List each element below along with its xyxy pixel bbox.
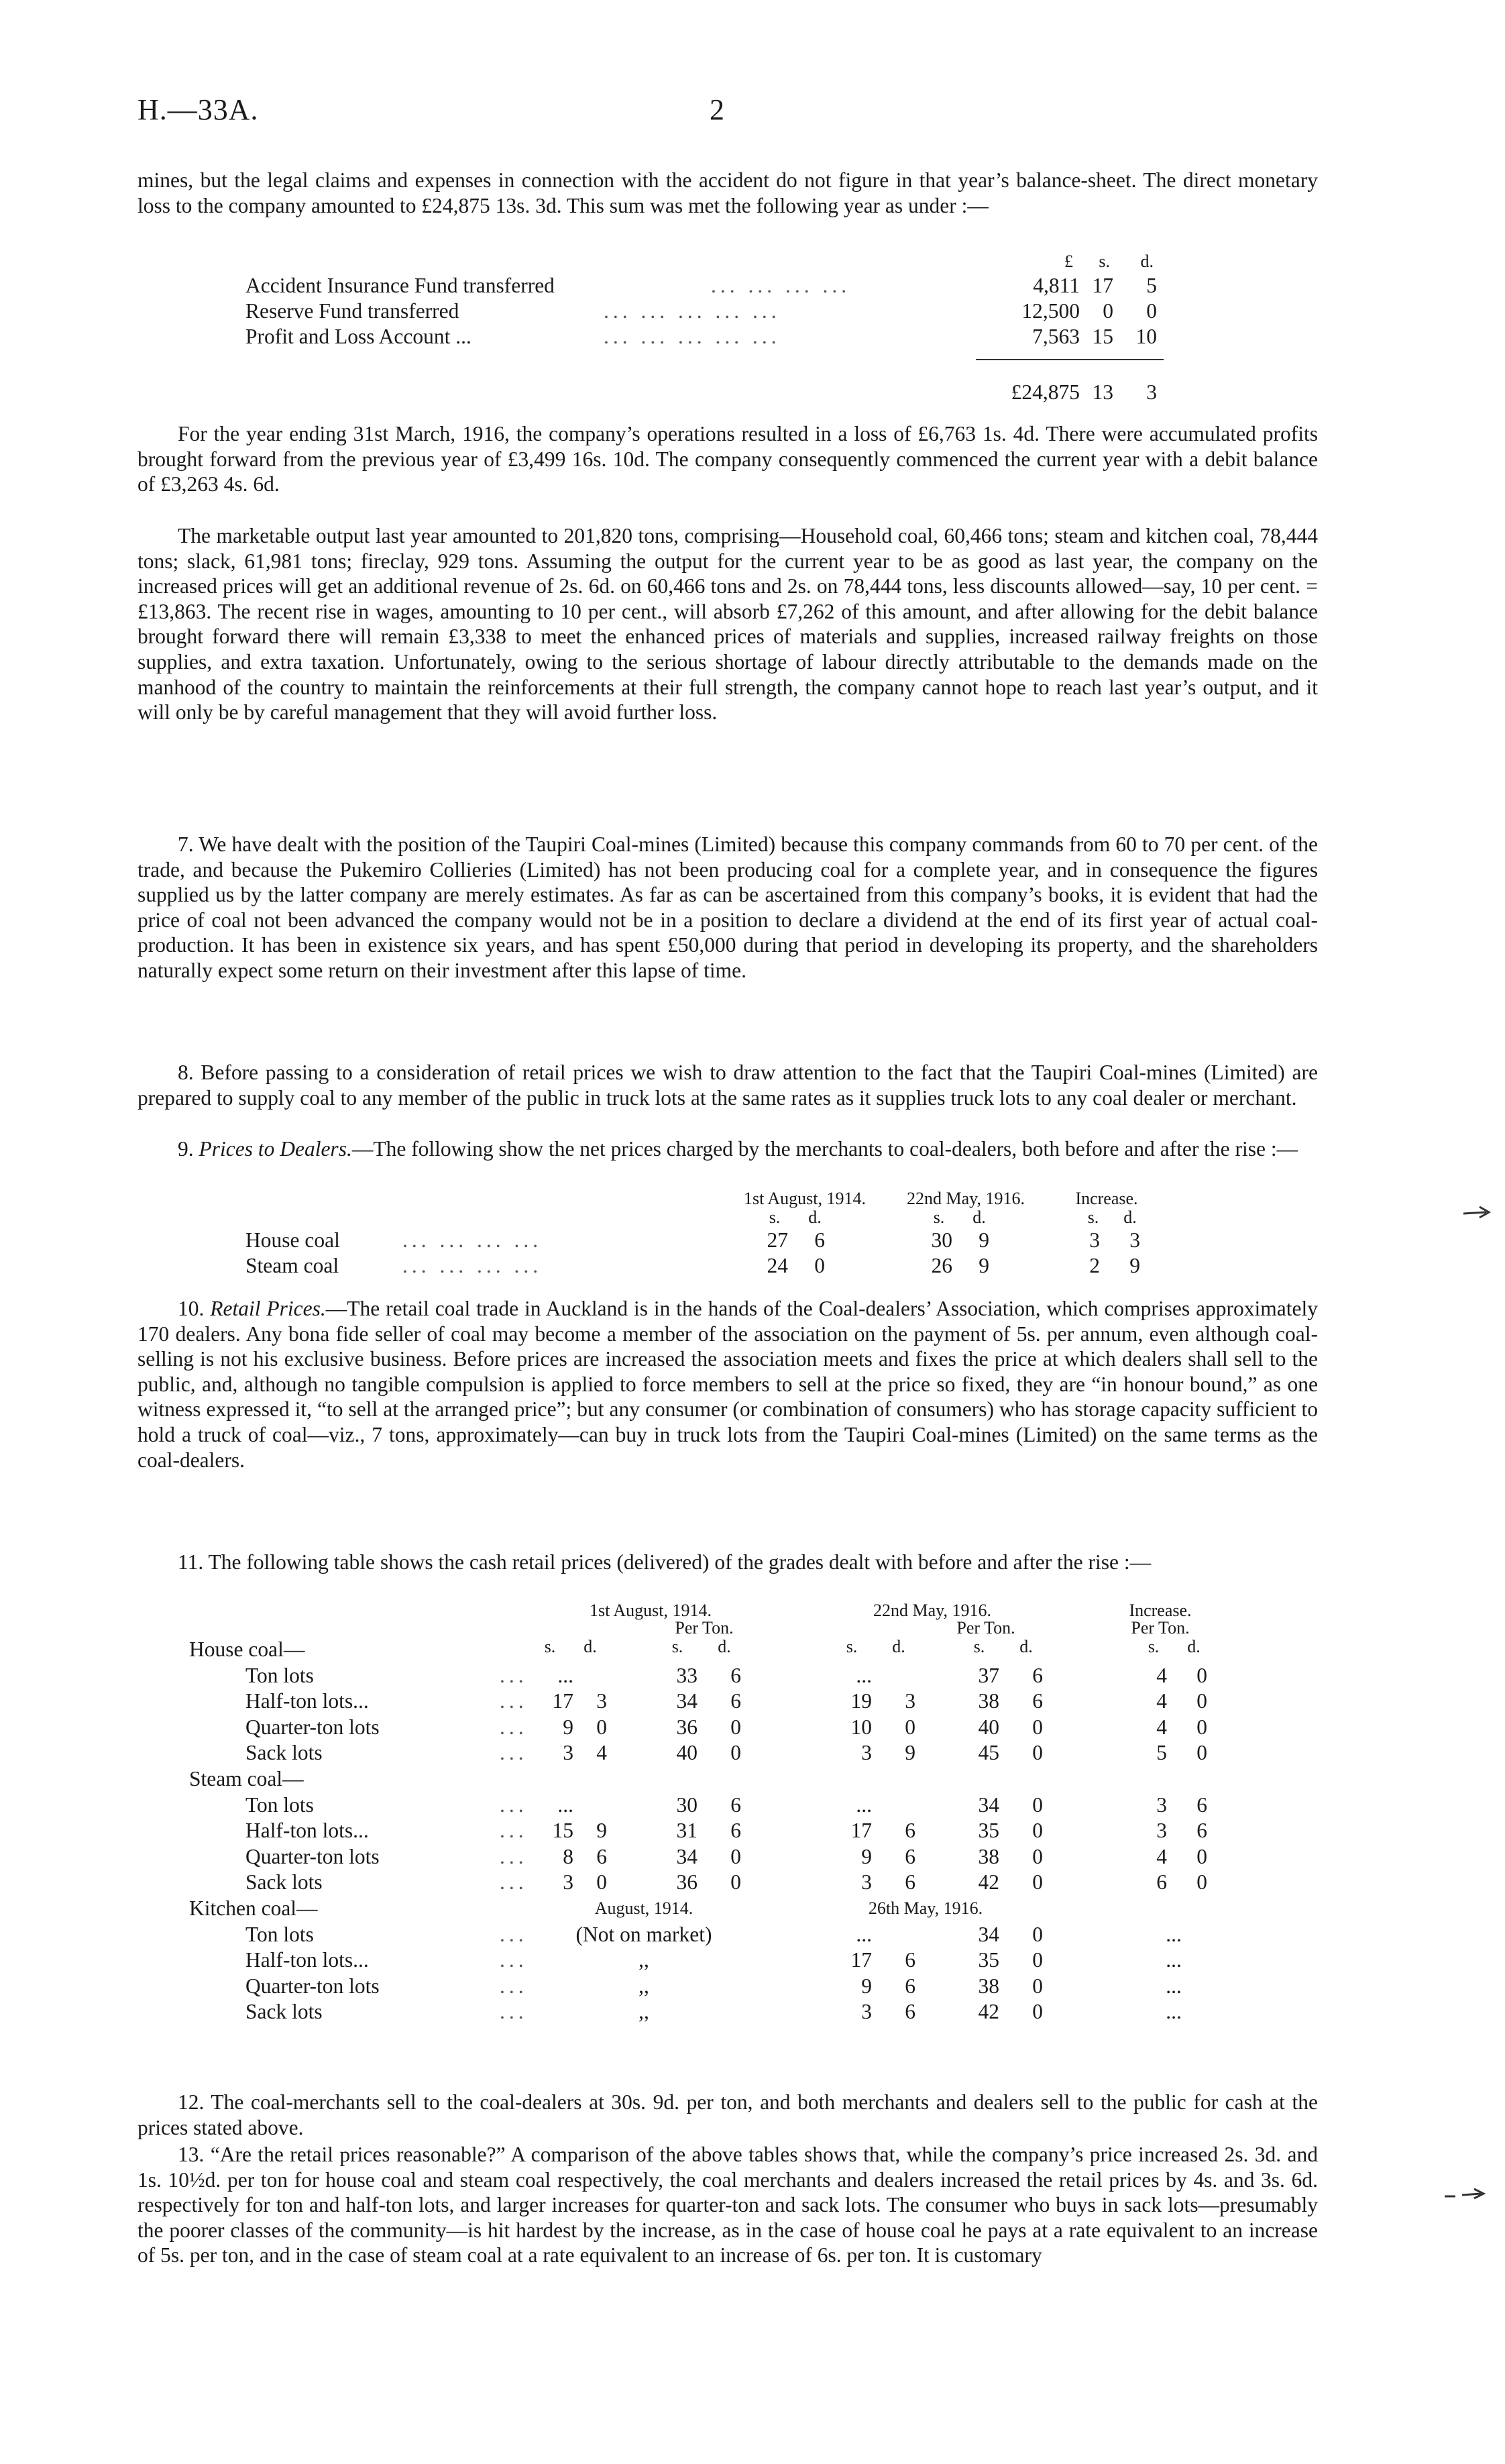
value: 30: [676, 1792, 698, 1817]
group-label: Steam coal—: [189, 1767, 304, 1790]
leader-dots: ...: [500, 1870, 528, 1894]
amount-shillings: 0: [1103, 299, 1113, 323]
paragraph-12: 12. The coal-merchants sell to the coal-dealers at 30s. 9d. per ton, and both merchants and dealers sell to the public for cash at the prices stated above.: [137, 2090, 1318, 2139]
value: 0: [1196, 1844, 1207, 1868]
not-on-market-note: (Not on market): [575, 1922, 712, 1946]
sub-header: s.: [846, 1637, 858, 1656]
row-label: Quarter-ton lots: [245, 1844, 380, 1868]
value: 6: [905, 1844, 915, 1868]
value: 6: [730, 1663, 741, 1687]
para-text: —The retail coal trade in Auckland is in the hands of the Coal-dealers’ Association, which comprises approximately 170 dealers. Any bona fide seller of coal may become a member of the association on the payment of 5s. per annum, even although coal-selling is not his exclusive business. Before prices are increased the association meets and fixes the price at which dealers shall sell to the public, and, although no tangible compulsion is applied to force members to sell at the price so fixed, they are “in honour bound,” as one witness expressed it, “to sell at the arranged price”; but any consumer (or combination of consumers) who has storage capacity sufficient to hold a truck of coal—viz., 7 tons, approximately—can buy in truck lots from the Taupiri Coal-mines (Limited) on the same terms as the coal-dealers.: [137, 1297, 1319, 1472]
sub-header: s.: [1148, 1637, 1160, 1656]
loss-row: [245, 273, 555, 299]
column-header: August, 1914.: [594, 1898, 693, 1918]
amount-pence: 10: [1135, 325, 1157, 348]
value: 4: [1156, 1715, 1167, 1739]
value: 37: [978, 1663, 999, 1687]
value: 0: [814, 1254, 825, 1277]
value: 2: [1089, 1254, 1100, 1277]
value: 9: [563, 1715, 573, 1739]
value: 9: [596, 1819, 607, 1843]
paragraph-13: 13. “Are the retail prices reasonable?” A comparison of the above tables shows that, while the company’s price increased 2s. 3d. and 1s. 10½d. per ton for house coal and steam coal respectively, the coal merchants and dealers increased the retail prices by 4s. and 3s. 6d. respectively for ton and half-ton lots, and larger increases for quarter-ton and sack lots. The consumer who buys in sack lots—presumably the poorer classes of the community—is hit hardest by the increase, as in the case of house coal he pays at a rate equivalent to an increase of 5s. per ton, and in the case of steam coal at a rate equivalent to an increase of 6s. per ton. It is customary: [137, 2143, 1318, 2267]
row-label: Half-ton lots...: [245, 1819, 369, 1843]
sub-header: s.: [769, 1208, 781, 1227]
value: ...: [1166, 1974, 1182, 1998]
sub-header: s.: [973, 1637, 985, 1656]
column-header: Increase.: [1075, 1189, 1138, 1208]
value: 4: [1156, 1689, 1167, 1713]
value: 0: [1032, 1870, 1043, 1894]
para-number: 9.: [178, 1137, 194, 1161]
value: 34: [676, 1844, 698, 1868]
row-label: Ton lots: [245, 1663, 314, 1687]
value: 8: [563, 1844, 573, 1868]
group-label: House coal—: [189, 1638, 305, 1661]
value: 3: [1156, 1792, 1167, 1817]
value: 3: [861, 1870, 872, 1894]
sub-header: d.: [892, 1637, 905, 1656]
value: 6: [905, 1974, 915, 1998]
para-number: 10.: [178, 1297, 205, 1320]
value: 35: [978, 1819, 999, 1843]
sub-header: d.: [808, 1208, 822, 1227]
value: 6: [905, 1948, 915, 1972]
value: ...: [557, 1792, 573, 1817]
amount-pounds: 7,563: [1032, 325, 1080, 348]
per-ton-label: Per Ton.: [1131, 1618, 1190, 1638]
paragraph-output: The marketable output last year amounted to 201,820 tons, comprising—Household coal, 60,466 tons; steam and kitchen coal, 78,444 tons; slack, 61,981 tons; fireclay, 929 tons. Assuming the output for the current year to be as good as last year, the company on the increased prices will get an additional revenue of 2s. 6d. on 60,466 tons and 2s. on 78,444 tons, less discounts allowed—say, 10 per cent. = £13,863. The recent rise in wages, amounting to 10 per cent., will absorb £7,262 of this amount, and after allowing for the debit balance brought forward there will remain £3,338 to meet the enhanced prices of materials and supplies, increased railway freights on those supplies, and extra taxation. Unfortunately, owing to the serious shortage of labour directly attributable to the demands made on the manhood of the country to maintain the reinforcements at their full strength, the company cannot hope to reach last year’s output, and it will only be by careful management that they will avoid further loss.: [137, 524, 1318, 725]
col-pence: d.: [1140, 252, 1154, 271]
sub-header: d.: [1123, 1208, 1137, 1227]
value: 9: [1129, 1254, 1140, 1277]
column-header: 22nd May, 1916.: [907, 1189, 1025, 1208]
leader-dots: ... ... ... ... ...: [604, 299, 781, 323]
row-label: Steam coal: [245, 1254, 339, 1277]
column-header: 22nd May, 1916.: [873, 1601, 991, 1620]
value: 3: [861, 1741, 872, 1765]
leader-dots: ...: [500, 1792, 528, 1817]
row-label: Sack lots: [245, 1870, 323, 1894]
paragraph-10: [137, 1296, 1318, 1472]
value: 5: [1156, 1741, 1167, 1765]
value: [577, 1792, 607, 1818]
sub-header: d.: [972, 1208, 986, 1227]
leader-dots: ... ... ... ... ...: [604, 325, 781, 348]
leader-dots: ... ... ... ...: [402, 1228, 543, 1252]
value: ...: [557, 1663, 573, 1687]
value: 0: [596, 1715, 607, 1739]
value: 34: [978, 1922, 999, 1946]
value: ...: [1166, 1922, 1182, 1946]
value: 3: [563, 1870, 573, 1894]
ditto-mark: ,,: [638, 1948, 649, 1972]
value: 6: [1032, 1689, 1043, 1713]
leader-dots: ...: [500, 1974, 528, 1998]
row-label: Quarter-ton lots: [245, 1974, 380, 1998]
value: 33: [676, 1663, 698, 1687]
column-header: 1st August, 1914.: [743, 1189, 867, 1208]
paragraph-year-results: For the year ending 31st March, 1916, the company’s operations resulted in a loss of £6,763 1s. 4d. There were accumulated profits brought forward from the previous year of £3,499 16s. 10d. The company consequently commenced the current year with a debit balance of £3,263 4s. 6d.: [137, 422, 1318, 496]
para-title: Prices to Dealers.: [199, 1137, 352, 1161]
value: 0: [1032, 1948, 1043, 1972]
leader-dots: ...: [500, 1663, 528, 1687]
column-header: 26th May, 1916.: [868, 1898, 983, 1918]
amount-pounds: 4,811: [1033, 274, 1080, 297]
value: 9: [861, 1974, 872, 1998]
row-label: Accident Insurance Fund transferred: [245, 274, 555, 297]
value: 26: [931, 1254, 952, 1277]
row-label: Ton lots: [245, 1792, 314, 1817]
value: 6: [814, 1228, 825, 1252]
value: 19: [850, 1689, 872, 1713]
value: 0: [1032, 1819, 1043, 1843]
value: 30: [931, 1228, 952, 1252]
value: 0: [1196, 1870, 1207, 1894]
per-ton-label: Per Ton.: [956, 1618, 1015, 1638]
row-label: Quarter-ton lots: [245, 1715, 380, 1739]
value: 3: [861, 2000, 872, 2024]
value: 0: [905, 1715, 915, 1739]
row-label: House coal: [245, 1228, 340, 1252]
leader-dots: ...: [500, 1819, 528, 1843]
value: 38: [978, 1689, 999, 1713]
row-label: Half-ton lots...: [245, 1948, 369, 1972]
margin-arrow-mark: [1442, 2187, 1489, 2203]
row-label: Profit and Loss Account ...: [245, 325, 471, 348]
row-label: Half-ton lots...: [245, 1689, 369, 1713]
column-header: Increase.: [1129, 1601, 1192, 1620]
para-title: Retail Prices.: [210, 1297, 326, 1320]
per-ton-label: Per Ton.: [675, 1618, 734, 1638]
amount-pounds: 12,500: [1021, 299, 1080, 323]
value: ...: [1166, 2000, 1182, 2024]
leader-dots: ... ... ... ...: [402, 1254, 543, 1277]
row-label: Sack lots: [245, 2000, 323, 2024]
value: 3: [905, 1689, 915, 1713]
value: 6: [596, 1844, 607, 1868]
total-shillings: 13: [1092, 380, 1113, 404]
value: 9: [979, 1228, 989, 1252]
value: 40: [676, 1741, 698, 1765]
loss-row: [245, 324, 471, 350]
value: [885, 1663, 915, 1689]
loss-row: [245, 299, 459, 324]
leader-dots: ...: [500, 1715, 528, 1739]
value: 9: [905, 1741, 915, 1765]
value: 6: [1196, 1792, 1207, 1817]
value: 3: [596, 1689, 607, 1713]
leader-dots: ...: [500, 1741, 528, 1765]
value: ...: [1166, 1948, 1182, 1972]
value: 0: [1032, 1922, 1043, 1946]
value: 0: [1032, 1741, 1043, 1765]
value: 9: [861, 1844, 872, 1868]
paragraph-7: 7. We have dealt with the position of the Taupiri Coal-mines (Limited) because this company commands from 60 to 70 per cent. of the trade, and because the Pukemiro Collieries (Limited) has not been producing coal for a complete year, and in consequence the figures supplied us by the latter company are merely estimates. As far as can be ascertained from this company’s books, it is evident that had the price of coal not been advanced the company would not be in a position to declare a dividend at the end of its first year of actual coal-production. It has been in existence six years, and has spent £50,000 during that period in developing its property, and the shareholders naturally expect some return on their investment after this lapse of time.: [137, 833, 1318, 982]
value: ...: [856, 1792, 872, 1817]
value: 0: [1196, 1689, 1207, 1713]
column-header: 1st August, 1914.: [589, 1601, 712, 1620]
ditto-mark: ,,: [638, 2000, 649, 2024]
leader-dots: ... ... ... ...: [711, 274, 851, 297]
value: 38: [978, 1974, 999, 1998]
total-rule: [976, 359, 1164, 360]
total-pence: 3: [1146, 380, 1157, 404]
intro-paragraph: mines, but the legal claims and expenses in connection with the accident do not figure in that year’s balance-sheet. The direct monetary loss to the company amounted to £24,875 13s. 3d. This sum was met the following year as under :—: [137, 168, 1318, 217]
row-label: Sack lots: [245, 1741, 323, 1765]
value: 31: [676, 1819, 698, 1843]
value: 0: [1196, 1715, 1207, 1739]
value: 42: [978, 2000, 999, 2024]
value: 36: [676, 1715, 698, 1739]
value: 38: [978, 1844, 999, 1868]
leader-dots: ...: [500, 2000, 528, 2024]
value: 6: [1196, 1819, 1207, 1843]
value: 9: [979, 1254, 989, 1277]
value: 15: [552, 1819, 573, 1843]
value: 6: [730, 1819, 741, 1843]
value: 35: [978, 1948, 999, 1972]
value: 17: [850, 1948, 872, 1972]
page-number: 2: [710, 93, 725, 126]
sub-header: s.: [933, 1208, 945, 1227]
value: 3: [1156, 1819, 1167, 1843]
value: 45: [978, 1741, 999, 1765]
value: 17: [850, 1819, 872, 1843]
value: 3: [1089, 1228, 1100, 1252]
value: 17: [552, 1689, 573, 1713]
sub-header: d.: [1019, 1637, 1033, 1656]
value: 4: [1156, 1663, 1167, 1687]
value: 6: [905, 1870, 915, 1894]
value: 34: [676, 1689, 698, 1713]
total-pounds: £24,875: [1011, 380, 1080, 404]
leader-dots: ...: [500, 1844, 528, 1868]
value: 34: [978, 1792, 999, 1817]
value: 40: [978, 1715, 999, 1739]
value: 0: [730, 1844, 741, 1868]
row-label: Ton lots: [245, 1922, 314, 1946]
value: 0: [1196, 1741, 1207, 1765]
value: [885, 1922, 915, 1947]
value: 6: [905, 2000, 915, 2024]
sub-header: d.: [583, 1637, 597, 1656]
value: 0: [730, 1741, 741, 1765]
paragraph-11: 11. The following table shows the cash retail prices (delivered) of the grades dealt with before and after the rise :—: [178, 1550, 1152, 1574]
value: [885, 1792, 915, 1818]
value: 42: [978, 1870, 999, 1894]
leader-dots: ...: [500, 1922, 528, 1946]
col-pounds: £: [1064, 252, 1073, 271]
value: 27: [767, 1228, 788, 1252]
value: 6: [1156, 1870, 1167, 1894]
margin-arrow-mark: [1462, 1204, 1493, 1220]
value: 0: [1032, 1974, 1043, 1998]
leader-dots: ...: [500, 1948, 528, 1972]
value: 3: [563, 1741, 573, 1765]
value: 0: [1032, 1792, 1043, 1817]
paragraph-9: [137, 1136, 1318, 1162]
value: 0: [730, 1715, 741, 1739]
group-label: Kitchen coal—: [189, 1896, 318, 1920]
sub-header: s.: [1087, 1208, 1099, 1227]
leader-dots: ...: [500, 1689, 528, 1713]
value: 0: [730, 1870, 741, 1894]
paragraph-8: 8. Before passing to a consideration of retail prices we wish to draw attention to the fact that the Taupiri Coal-mines (Limited) are prepared to supply coal to any member of the public in truck lots at the same rates as it supplies truck lots to any coal dealer or merchant.: [137, 1061, 1318, 1110]
value: 36: [676, 1870, 698, 1894]
amount-shillings: 15: [1092, 325, 1113, 348]
sub-header: s.: [544, 1637, 556, 1656]
sub-header: d.: [1187, 1637, 1201, 1656]
amount-shillings: 17: [1092, 274, 1113, 297]
value: 0: [1032, 1844, 1043, 1868]
value: [577, 1663, 607, 1689]
value: 10: [850, 1715, 872, 1739]
ditto-mark: ,,: [638, 1974, 649, 1998]
value: 0: [1196, 1663, 1207, 1687]
value: ...: [856, 1663, 872, 1687]
value: 6: [730, 1792, 741, 1817]
value: 6: [905, 1819, 915, 1843]
value: ...: [856, 1922, 872, 1946]
value: 0: [596, 1870, 607, 1894]
value: 6: [730, 1689, 741, 1713]
value: 24: [767, 1254, 788, 1277]
value: 0: [1032, 1715, 1043, 1739]
sub-header: d.: [718, 1637, 731, 1656]
amount-pence: 5: [1146, 274, 1157, 297]
value: 6: [1032, 1663, 1043, 1687]
value: 4: [1156, 1844, 1167, 1868]
document-reference: H.—33A.: [137, 93, 259, 126]
para-text: —The following show the net prices charged by the merchants to coal-dealers, both before and after the rise :—: [351, 1137, 1298, 1161]
amount-pence: 0: [1146, 299, 1157, 323]
value: 4: [596, 1741, 607, 1765]
value: 0: [1032, 2000, 1043, 2024]
row-label: Reserve Fund transferred: [245, 299, 459, 323]
value: 3: [1129, 1228, 1140, 1252]
col-shillings: s.: [1099, 252, 1110, 271]
sub-header: s.: [671, 1637, 683, 1656]
